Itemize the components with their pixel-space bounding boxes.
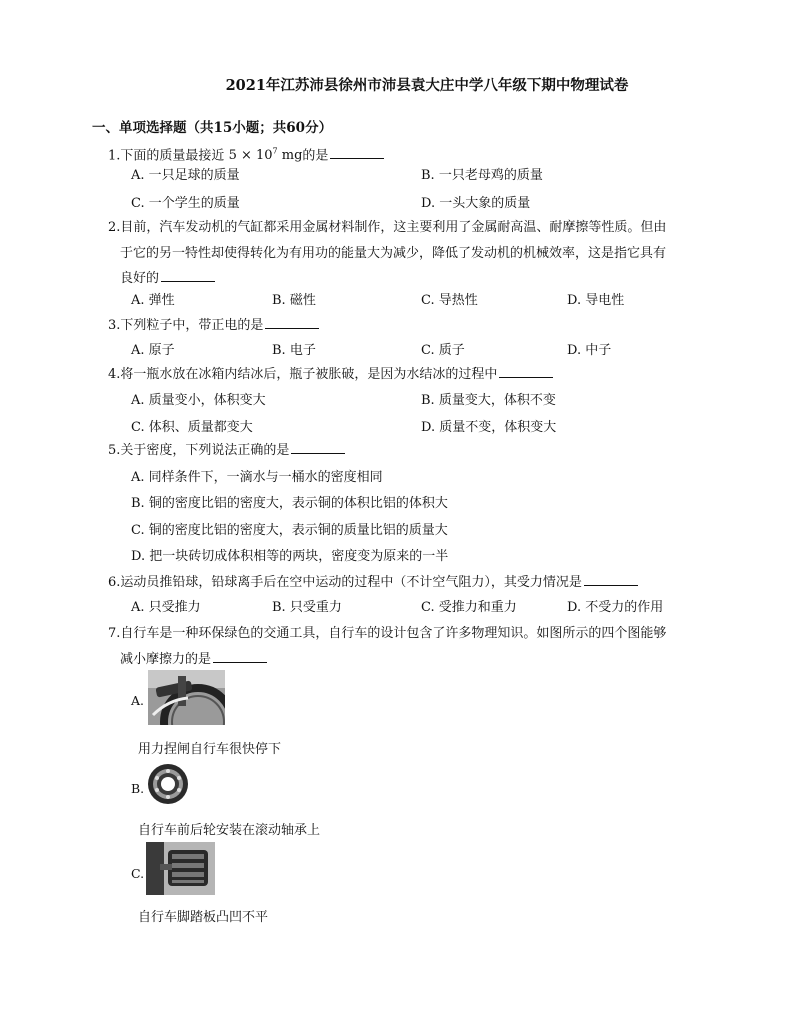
question-stem: 运动员推铅球，铅球离手后在空中运动的过程中（不计空气阻力），其受力情况是 xyxy=(120,575,582,590)
question-line-2: 于它的另一特性却使得转化为有用功的能量大为减少，降低了发动机的机械效率，这是指它具有 xyxy=(120,245,667,261)
question-4 xyxy=(108,362,708,388)
option-b: B. 只受重力 xyxy=(272,600,342,615)
option-b: B. 磁性 xyxy=(272,293,316,308)
math-expression: $5 \times 10^7$ mg xyxy=(228,147,303,164)
question-stem: 将一瓶水放在冰箱内结冰后，瓶子被胀破，是因为水结冰的过程中 xyxy=(120,367,498,382)
option-d: D. 导电性 xyxy=(567,293,625,308)
option-c: C. 导热性 xyxy=(421,293,478,308)
question-number: 4. xyxy=(108,367,121,382)
answer-blank xyxy=(161,268,215,282)
answer-blank xyxy=(265,315,319,329)
bicycle-brake-photo xyxy=(148,670,225,725)
option-a-letter: A. xyxy=(131,693,145,708)
answer-blank xyxy=(213,649,267,663)
option-b: B. 铜的密度比铝的密度大，表示铜的体积比铝的体积大 xyxy=(131,496,448,511)
option-c: C. 一个学生的质量 xyxy=(131,196,240,211)
option-c-letter: C. xyxy=(131,866,145,881)
question-7 xyxy=(108,621,708,672)
option-c: C. 受推力和重力 xyxy=(421,600,517,615)
option-d: D. 质量不变，体积变大 xyxy=(421,420,557,435)
question-number: 1. xyxy=(108,148,121,164)
option-b: B. 电子 xyxy=(272,343,316,358)
option-a: A. 弹性 xyxy=(131,293,175,308)
option-b: B. 一只老母鸡的质量 xyxy=(421,168,543,183)
answer-blank xyxy=(330,145,384,159)
option-a: A. 同样条件下，一滴水与一桶水的密度相同 xyxy=(131,470,383,485)
answer-blank xyxy=(291,440,345,454)
answer-blank xyxy=(584,572,638,586)
question-line-2: 减小摩擦力的是 xyxy=(120,651,212,667)
question-number: 3. xyxy=(108,318,121,333)
ball-bearing-photo xyxy=(146,760,190,808)
question-stem: 下列粒子中，带正电的是 xyxy=(120,318,264,333)
option-d: D. 一头大象的质量 xyxy=(421,196,531,211)
pedal-photo xyxy=(146,842,215,895)
option-a: A. 只受推力 xyxy=(131,600,201,615)
option-b-letter: B. xyxy=(131,781,145,796)
option-b: B. 质量变大，体积不变 xyxy=(421,393,556,408)
answer-blank xyxy=(499,364,553,378)
option-c: C. 体积、质量都变大 xyxy=(131,420,253,435)
section-heading: 一、单项选择题（共15小题；共60分） xyxy=(92,120,333,136)
question-number: 7. xyxy=(108,626,121,641)
question-line-1: 自行车是一种环保绿色的交通工具，自行车的设计包含了许多物理知识。如图所示的四个图能够 xyxy=(120,626,667,641)
option-d: D. 中子 xyxy=(567,343,612,358)
question-3 xyxy=(108,313,708,339)
option-a-caption: 用力捏闸自行车很快停下 xyxy=(138,742,282,757)
option-d: D. 不受力的作用 xyxy=(567,600,664,615)
question-number: 2. xyxy=(108,220,121,235)
exam-title: 2021年江苏沛县徐州市沛县袁大庄中学八年级下期中物理试卷 xyxy=(225,77,629,94)
question-number: 5. xyxy=(108,443,121,458)
option-a: A. 原子 xyxy=(131,343,175,358)
question-stem: 下面的质量最接近 xyxy=(120,148,225,164)
question-2 xyxy=(108,215,708,292)
question-line-1: 目前，汽车发动机的气缸都采用金属材料制作，这主要利用了金属耐高温、耐摩擦等性质。但由 xyxy=(120,220,667,235)
option-a: A. 一只足球的质量 xyxy=(131,168,240,183)
ball-bearing-illustration xyxy=(146,760,190,808)
question-line-3: 良好的 xyxy=(120,271,160,286)
option-c: C. 质子 xyxy=(421,343,465,358)
option-a: A. 质量变小，体积变大 xyxy=(131,393,266,408)
question-stem-end: 的是 xyxy=(302,148,329,164)
option-b-caption: 自行车前后轮安装在滚动轴承上 xyxy=(138,823,321,838)
question-number: 6. xyxy=(108,575,121,590)
option-c: C. 铜的密度比铝的密度大，表示铜的质量比铝的质量大 xyxy=(131,523,448,538)
question-6 xyxy=(108,570,708,596)
option-c-caption: 自行车脚踏板凸凹不平 xyxy=(138,910,269,925)
pedal-illustration xyxy=(146,842,215,895)
question-stem: 关于密度，下列说法正确的是 xyxy=(120,443,290,458)
question-5 xyxy=(108,438,708,464)
bicycle-brake-illustration xyxy=(148,670,225,725)
option-d: D. 把一块砖切成体积相等的两块，密度变为原来的一半 xyxy=(131,549,449,564)
